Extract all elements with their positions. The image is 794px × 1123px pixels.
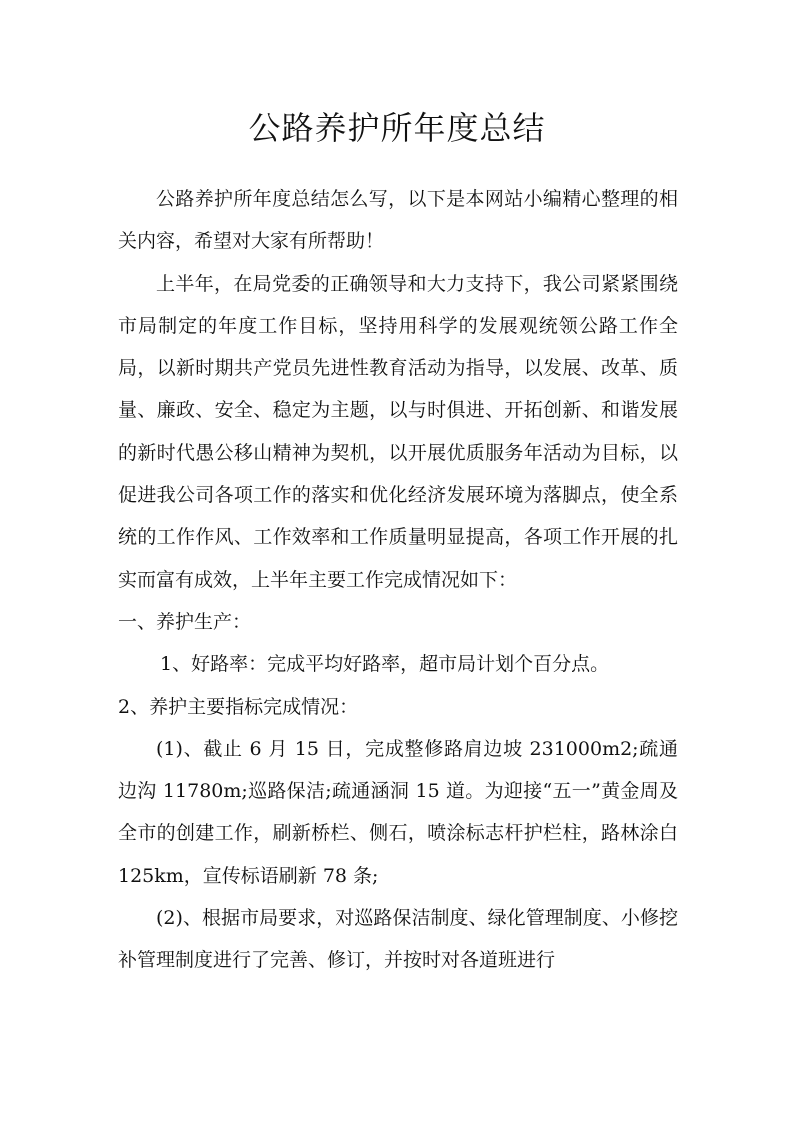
paragraph-intro: 公路养护所年度总结怎么写，以下是本网站小编精心整理的相关内容，希望对大家有所帮助！ [118,188,678,253]
subheading-main-indicators: 2、养护主要指标完成情况： [118,695,359,718]
paragraph-item-1: (1)、截止 6 月 15 日，完成整修路肩边坡 231000m2;疏通边沟 11780m;巡路保洁;疏通涵洞 15 道。为迎接“五一”黄金周及全市的创建工作，刷新桥栏、侧石，喷涂标志杆护栏柱，路林涂白 125km，宣传标语刷新 78 条; [118,737,678,887]
document-title: 公路养护所年度总结 [248,109,546,147]
paragraph-summary: 上半年，在局党委的正确领导和大力支持下，我公司紧紧围绕市局制定的年度工作目标，坚持用科学的发展观统领公路工作全局，以新时期共产党员先进性教育活动为指导，以发展、改革、质量、廉政、安全、稳定为主题，以与时俱进、开拓创新、和谐发展的新时代愚公移山精神为契机，以开展优质服务年活动为目标，以促进我公司各项工作的落实和优化经济发展环境为落脚点，使全系统的工作作风、工作效率和工作质量明显提高，各项工作开展的扎实而富有成效，上半年主要工作完成情况如下： [118,272,678,591]
paragraph-road-rate: 1、好路率：完成平均好路率，超市局计划个百分点。 [160,653,610,676]
document-body [118,178,678,982]
section-heading-maintenance: 一、养护生产： [118,610,252,633]
paragraph-item-2: (2)、根据市局要求，对巡路保洁制度、绿化管理制度、小修挖补管理制度进行了完善、修订，并按时对各道班进行 [118,907,678,972]
